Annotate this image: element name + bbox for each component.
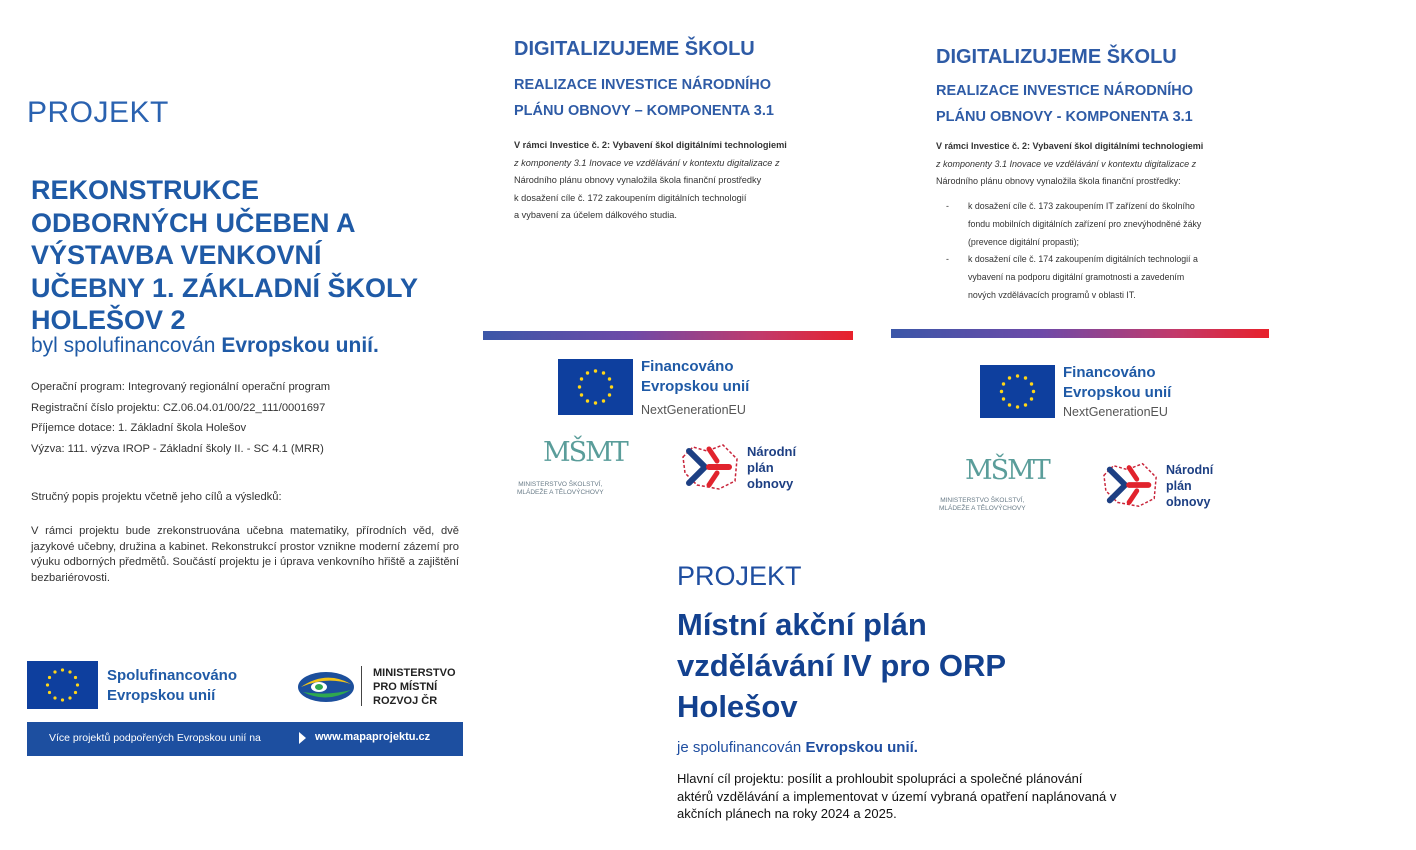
body-line: z komponenty 3.1 Inovace ve vzdělávání v kontextu digitalizace z [936, 158, 1197, 169]
info-line: Operační program: Integrovaný regionální operační program [31, 381, 331, 393]
msmt-line: MINISTERSTVO ŠKOLSTVÍ, [518, 481, 603, 488]
fin-line: Financováno [641, 358, 734, 375]
npo-line: Národní [747, 444, 797, 459]
msmt-logo-icon: MŠMT [965, 455, 1049, 486]
npo-text [747, 444, 796, 492]
body-line: z komponenty 3.1 Inovace ve vzdělávání v kontextu digitalizace z [514, 157, 780, 168]
ministry-line: PRO MÍSTNÍ [373, 681, 438, 693]
body-line: Národního plánu obnovy vynaložila škola finanční prostředky [514, 175, 762, 186]
npo-logo-icon [679, 437, 743, 497]
panel1-desc-heading: Stručný popis projektu včetně jeho cílů a výsledků: [31, 491, 282, 503]
msmt-line: MLÁDEŽE A TĚLOVÝCHOVY [517, 489, 604, 496]
panel2-heading: DIGITALIZUJEME ŠKOLU [514, 38, 755, 60]
body-bold: V rámci Investice č. 2: Vybavení škol digitálními technologiemi [936, 141, 1204, 151]
nextgen-text: NextGenerationEU [1063, 405, 1168, 419]
panel1-description: V rámci projektu bude zrekonstruována učebna matematiky, přírodních věd, dvě jazykové učebny, družina a kabinet. Rekonstrukcí prostor vznikne moderní zázemí pro výuku odborných předmětů. Součástí projektu je i úprava venkovního hřiště a zajištění bezbariérovosti. [31, 525, 459, 584]
eu-logo-line: Spolufinancováno [107, 667, 238, 684]
panel4-cofund-prefix: je spolufinancován [677, 739, 802, 756]
gradient-divider [891, 329, 1269, 338]
bullet-line: k dosažení cíle č. 174 zakoupením digitálních technologií a [968, 254, 1198, 265]
body-bold: V rámci Investice č. 2: Vybavení škol digitálními technologiemi [514, 140, 787, 150]
info-line: Výzva: 111. výzva IROP - Základní školy II. - SC 4.1 (MRR) [31, 442, 324, 455]
ministry-line: MINISTERSTVO [373, 667, 456, 679]
panel1-title-line: REKONSTRUKCE [31, 175, 260, 205]
nextgen-text: NextGenerationEU [641, 403, 746, 417]
panel4-title-line: Místní akční plán [677, 607, 927, 642]
panel3-subheading [936, 78, 1193, 130]
mapaprojektu-banner[interactable] [27, 722, 463, 756]
panel1-title-line: ODBORNÝCH UČEBEN A [31, 207, 356, 238]
panel1-title [31, 174, 461, 337]
body-line: a vybavení za účelem dálkového studia. [514, 210, 677, 221]
panel1-title-line: VÝSTAVBA VENKOVNÍ [31, 240, 322, 270]
subheading-line: REALIZACE INVESTICE NÁRODNÍHO [936, 83, 1193, 99]
bullet-line: nových vzdělávacích programů v oblasti IT. [968, 289, 1136, 300]
fin-line: Evropskou unií [641, 378, 750, 395]
panel4-kicker: PROJEKT [677, 561, 802, 591]
panel1-cofund-prefix: byl spolufinancován [31, 334, 216, 357]
subheading-line: REALIZACE INVESTICE NÁRODNÍHO [514, 77, 771, 93]
npo-line: obnovy [1166, 495, 1211, 509]
subheading-line: PLÁNU OBNOVY – KOMPONENTA 3.1 [514, 103, 774, 119]
list-item: - k dosažení cíle č. 173 zakoupením IT zařízení do školního fondu mobilních digitálních zařízení pro znevýhodněné žáky (prevence digitální propasti); [946, 198, 1201, 251]
fin-line: Evropskou unií [1063, 384, 1172, 401]
npo-logo-icon [1099, 456, 1163, 514]
panel1-cofund [31, 334, 379, 358]
npo-line: plán [1166, 479, 1192, 493]
mmr-logo-icon [297, 670, 355, 704]
panel4-cofund-strong: Evropskou unií. [805, 739, 918, 756]
body-line: k dosažení cíle č. 172 zakoupením digitálních technologií [514, 192, 747, 203]
eu-flag-icon [558, 359, 633, 415]
panel1-title-line: HOLEŠOV 2 [31, 305, 186, 335]
msmt-caption [939, 497, 1026, 513]
bullet-line: (prevence digitální propasti); [968, 236, 1079, 247]
panel1-logo-bar [27, 660, 463, 756]
info-line: Registrační číslo projektu: CZ.06.04.01/00/22_111/0001697 [31, 401, 326, 414]
msmt-line: MINISTERSTVO ŠKOLSTVÍ, [940, 497, 1025, 504]
panel4-title-line: vzdělávání IV pro ORP [677, 648, 1007, 683]
panel-digitalizujeme-2 [891, 0, 1271, 520]
banner-text: Více projektů podpořených Evropskou unií na [49, 732, 261, 744]
panel4-cofund [677, 739, 918, 756]
ministry-mmr-text [373, 666, 456, 708]
panel4-title-line: Holešov [677, 689, 798, 724]
npo-line: obnovy [747, 476, 794, 491]
panel4-title [677, 604, 1006, 727]
panel1-cofund-strong: Evropskou unií. [221, 334, 379, 357]
panel1-title-line: UČEBNY 1. ZÁKLADNÍ ŠKOLY [31, 272, 419, 303]
npo-line: Národní [1166, 463, 1214, 477]
msmt-logo-icon: MŠMT [543, 437, 627, 468]
eu-logo-line: Evropskou unií [107, 687, 216, 704]
msmt-caption [517, 481, 604, 497]
npo-line: plán [747, 460, 774, 475]
panel3-bullets [946, 198, 1201, 305]
msmt-line: MLÁDEŽE A TĚLOVÝCHOVY [939, 505, 1026, 512]
ministry-line: ROZVOJ ČR [373, 695, 438, 707]
panel-digitalizujeme-1 [483, 0, 855, 520]
mapaprojektu-link[interactable]: www.mapaprojektu.cz [315, 731, 431, 743]
panel1-project-info [31, 377, 330, 459]
bullet-line: vybavení na podporu digitální gramotnosti a zavedením [968, 272, 1185, 283]
divider [361, 666, 362, 706]
panel4-description: Hlavní cíl projektu: posílit a prohloubit spolupráci a společné plánování aktérů vzdělávání a implementovat v území vybraná opatření naplánovaná v akčních plánech na roky 2024 a 2025. [677, 771, 1117, 821]
financovano-text [1063, 363, 1171, 403]
panel1-kicker: PROJEKT [27, 96, 169, 129]
eu-flag-icon [980, 365, 1055, 418]
financovano-text [641, 357, 749, 397]
play-arrow-icon [299, 732, 306, 744]
list-item: - k dosažení cíle č. 174 zakoupením digitálních technologií a vybavení na podporu digitální gramotnosti a zavedením nových vzdělávacích programů v oblasti IT. [946, 251, 1201, 304]
bullet-line: fondu mobilních digitálních zařízení pro znevýhodněné žáky [968, 218, 1202, 229]
panel2-subheading [514, 72, 774, 124]
subheading-line: PLÁNU OBNOVY - KOMPONENTA 3.1 [936, 109, 1193, 125]
gradient-divider [483, 331, 853, 340]
npo-text [1166, 462, 1213, 510]
bullet-line: k dosažení cíle č. 173 zakoupením IT zařízení do školního [968, 201, 1195, 211]
eu-flag-icon [27, 661, 98, 709]
info-line: Příjemce dotace: 1. Základní škola Holešov [31, 422, 247, 434]
body-line: Národního plánu obnovy vynaložila škola finanční prostředky: [936, 176, 1181, 186]
eu-cofund-logo-text [107, 666, 237, 706]
panel3-body [936, 138, 1203, 191]
panel3-heading: DIGITALIZUJEME ŠKOLU [936, 46, 1177, 68]
fin-line: Financováno [1063, 364, 1156, 381]
panel2-body [514, 137, 787, 225]
